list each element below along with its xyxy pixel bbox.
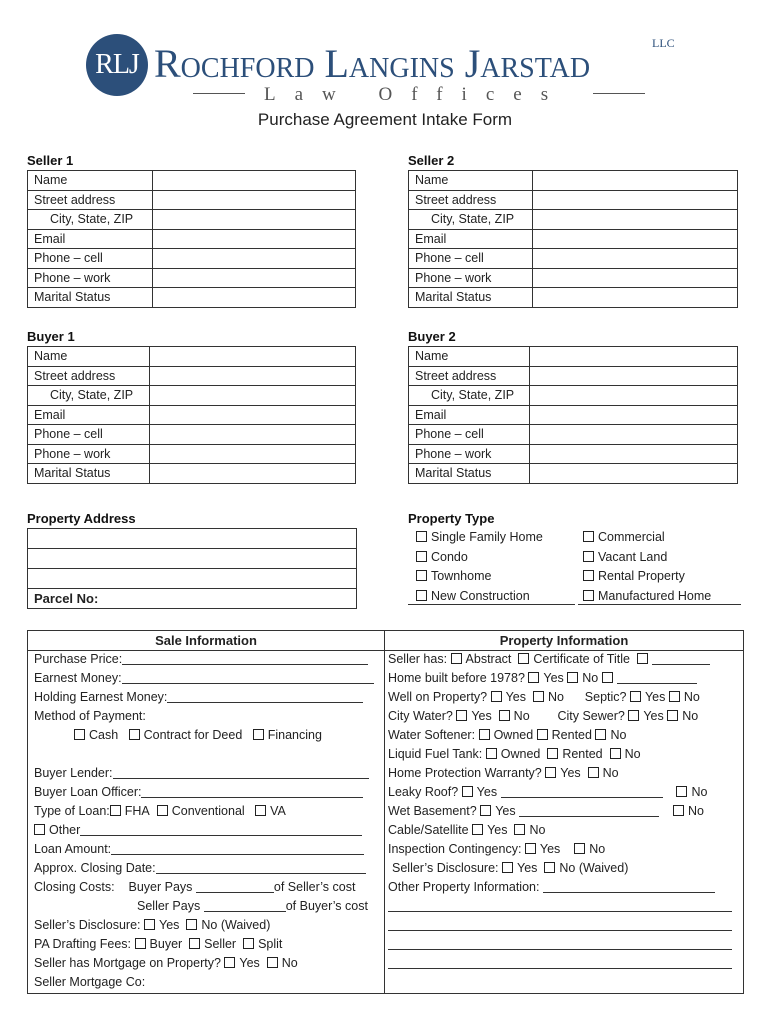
city-water-row: City Water? Yes No City Sewer? Yes No bbox=[388, 709, 699, 723]
seller1-street-input[interactable] bbox=[153, 190, 356, 210]
pt-manufactured[interactable]: Manufactured Home bbox=[583, 587, 711, 607]
septic-no-checkbox[interactable] bbox=[669, 691, 680, 702]
mortgage-no-checkbox[interactable] bbox=[267, 957, 278, 968]
buyer2-heading: Buyer 2 bbox=[408, 329, 456, 344]
seller-pays-row[interactable]: Seller Pays of Buyer’s cost bbox=[137, 899, 368, 913]
property-info-column bbox=[388, 631, 740, 973]
warranty-yes-checkbox[interactable] bbox=[545, 767, 556, 778]
sewer-yes-checkbox[interactable] bbox=[628, 710, 639, 721]
form-title: Purchase Agreement Intake Form bbox=[257, 110, 513, 129]
pt-condo[interactable]: Condo bbox=[416, 548, 543, 568]
water-yes-checkbox[interactable] bbox=[456, 710, 467, 721]
closing-date-row[interactable]: Approx. Closing Date: bbox=[34, 859, 378, 878]
pt-vacant-land[interactable]: Vacant Land bbox=[583, 548, 711, 568]
other-checkbox[interactable] bbox=[34, 824, 45, 835]
home-protection-row: Home Protection Warranty? Yes No bbox=[388, 766, 619, 780]
septic-yes-checkbox[interactable] bbox=[630, 691, 641, 702]
pt-rental[interactable]: Rental Property bbox=[583, 567, 711, 587]
built-yes-checkbox[interactable] bbox=[528, 672, 539, 683]
checkbox-icon[interactable] bbox=[416, 531, 427, 542]
checkbox-icon[interactable] bbox=[583, 551, 594, 562]
basement-yes-checkbox[interactable] bbox=[480, 805, 491, 816]
sewer-no-checkbox[interactable] bbox=[667, 710, 678, 721]
closing-costs-row[interactable]: Closing Costs: Buyer Pays of Seller’s cost bbox=[34, 880, 356, 894]
pt-townhome[interactable]: Townhome bbox=[416, 567, 543, 587]
property-address-box bbox=[27, 528, 357, 609]
inspection-yes-checkbox[interactable] bbox=[525, 843, 536, 854]
conventional-checkbox[interactable] bbox=[157, 805, 168, 816]
seller2-city-input[interactable] bbox=[533, 210, 738, 230]
property-type-right bbox=[583, 528, 711, 606]
cable-yes-checkbox[interactable] bbox=[472, 824, 483, 835]
water-no-checkbox[interactable] bbox=[499, 710, 510, 721]
well-row: Well on Property? Yes No Septic? Yes No bbox=[388, 690, 700, 704]
pt-commercial[interactable]: Commercial bbox=[583, 528, 711, 548]
seller1-heading: Seller 1 bbox=[27, 153, 74, 168]
buyer1-marital-input[interactable] bbox=[150, 464, 356, 484]
seller2-marital-input[interactable] bbox=[533, 288, 738, 308]
parcel-row[interactable] bbox=[28, 589, 356, 608]
roof-yes-checkbox[interactable] bbox=[462, 786, 473, 797]
seller2-email-input[interactable] bbox=[533, 229, 738, 249]
pt-underline-left bbox=[408, 604, 575, 605]
buyer2-marital-input[interactable] bbox=[530, 464, 738, 484]
basement-no-checkbox[interactable] bbox=[673, 805, 684, 816]
type-loan-row: Type of Loan: FHA Conventional VA bbox=[34, 804, 286, 818]
property-info-title: Property Information bbox=[499, 633, 629, 648]
seller-mortgage-co-row[interactable]: Seller Mortgage Co: bbox=[34, 975, 146, 989]
seller1-name-input[interactable] bbox=[153, 171, 356, 191]
seller1-cell-input[interactable] bbox=[153, 249, 356, 269]
buyer-lender-row[interactable]: Buyer Lender: bbox=[34, 764, 378, 783]
firm-llc: LLC bbox=[652, 36, 675, 50]
purchase-price-row[interactable]: Purchase Price: bbox=[34, 650, 378, 669]
certificate-checkbox[interactable] bbox=[518, 653, 529, 664]
other-loan-row[interactable]: Other bbox=[34, 821, 378, 840]
other-info-line-1[interactable] bbox=[388, 897, 740, 916]
sale-info-title: Sale Information bbox=[155, 633, 257, 648]
cfd-checkbox[interactable] bbox=[129, 729, 140, 740]
leaky-roof-row: Leaky Roof? Yes No bbox=[388, 785, 708, 799]
disclosure-no-checkbox[interactable] bbox=[186, 919, 197, 930]
cable-no-checkbox[interactable] bbox=[514, 824, 525, 835]
cash-checkbox[interactable] bbox=[74, 729, 85, 740]
seller1-work-input[interactable] bbox=[153, 268, 356, 288]
checkbox-icon[interactable] bbox=[583, 531, 594, 542]
buyer-loan-officer-row[interactable]: Buyer Loan Officer: bbox=[34, 783, 378, 802]
sale-info-column bbox=[34, 631, 378, 992]
seller1-email-input[interactable] bbox=[153, 229, 356, 249]
cable-row: Cable/Satellite Yes No bbox=[388, 823, 546, 837]
warranty-no-checkbox[interactable] bbox=[588, 767, 599, 778]
property-type-left bbox=[416, 528, 543, 606]
firm-name: Rochford Langins Jarstad bbox=[154, 41, 591, 86]
disclosure-yes-checkbox[interactable] bbox=[144, 919, 155, 930]
seller2-name-input[interactable] bbox=[533, 171, 738, 191]
seller1-table: Name Street address City, State, ZIP Email Phone – cell Phone – work Marital Status bbox=[27, 170, 356, 308]
seller-has-row: Seller has: Abstract Certificate of Title bbox=[388, 650, 740, 669]
water-softener-row: Water Softener: Owned Rented No bbox=[388, 728, 627, 742]
seller-mortgage-row: Seller has Mortgage on Property? Yes No bbox=[34, 956, 298, 970]
buyer1-city-input[interactable] bbox=[150, 386, 356, 406]
sale-disclosure-row: Seller’s Disclosure: Yes No (Waived) bbox=[34, 918, 271, 932]
prop-disclosure-yes-checkbox[interactable] bbox=[502, 862, 513, 873]
parcel-label: Parcel No: bbox=[34, 591, 99, 606]
financing-checkbox[interactable] bbox=[253, 729, 264, 740]
property-type-heading: Property Type bbox=[408, 511, 495, 526]
buyer2-email-input[interactable] bbox=[530, 405, 738, 425]
fees-split-checkbox[interactable] bbox=[243, 938, 254, 949]
other-info-line-3[interactable] bbox=[388, 935, 740, 954]
property-address-heading: Property Address bbox=[27, 511, 136, 526]
seller1-marital-input[interactable] bbox=[153, 288, 356, 308]
wet-basement-row: Wet Basement? Yes No bbox=[388, 804, 704, 818]
seller2-table: Name Street address City, State, ZIP Email Phone – cell Phone – work Marital Status bbox=[408, 170, 738, 308]
seller2-street-input[interactable] bbox=[533, 190, 738, 210]
abstract-checkbox[interactable] bbox=[451, 653, 462, 664]
seller2-work-input[interactable] bbox=[533, 268, 738, 288]
inspection-no-checkbox[interactable] bbox=[574, 843, 585, 854]
loan-amount-row[interactable]: Loan Amount: bbox=[34, 840, 378, 859]
buyer2-work-input[interactable] bbox=[530, 444, 738, 464]
well-no-checkbox[interactable] bbox=[533, 691, 544, 702]
fuel-owned-checkbox[interactable] bbox=[486, 748, 497, 759]
checkbox-icon[interactable] bbox=[583, 590, 594, 601]
well-yes-checkbox[interactable] bbox=[491, 691, 502, 702]
va-checkbox[interactable] bbox=[255, 805, 266, 816]
fees-buyer-checkbox[interactable] bbox=[135, 938, 146, 949]
checkbox-icon[interactable] bbox=[416, 551, 427, 562]
softener-no-checkbox[interactable] bbox=[595, 729, 606, 740]
checkbox-icon[interactable] bbox=[583, 570, 594, 581]
liquid-fuel-row: Liquid Fuel Tank: Owned Rented No bbox=[388, 747, 641, 761]
firm-logo: RLJ bbox=[86, 34, 148, 96]
other-info-line-2[interactable] bbox=[388, 916, 740, 935]
mortgage-yes-checkbox[interactable] bbox=[224, 957, 235, 968]
fha-checkbox[interactable] bbox=[110, 805, 121, 816]
address-line-2[interactable] bbox=[28, 549, 356, 569]
sale-property-box bbox=[27, 630, 744, 994]
buyer1-cell-input[interactable] bbox=[150, 425, 356, 445]
buyer1-work-input[interactable] bbox=[150, 444, 356, 464]
prop-disclosure-row: Seller’s Disclosure: Yes No (Waived) bbox=[392, 861, 629, 875]
fees-seller-checkbox[interactable] bbox=[189, 938, 200, 949]
checkbox-icon[interactable] bbox=[416, 590, 427, 601]
buyer2-cell-input[interactable] bbox=[530, 425, 738, 445]
method-payment-row: Method of Payment: bbox=[34, 709, 146, 723]
divider-left bbox=[193, 93, 245, 94]
address-line-3[interactable] bbox=[28, 569, 356, 589]
softener-owned-checkbox[interactable] bbox=[479, 729, 490, 740]
buyer2-city-input[interactable] bbox=[530, 386, 738, 406]
earnest-money-row[interactable]: Earnest Money: bbox=[34, 669, 378, 688]
other-title-checkbox[interactable] bbox=[637, 653, 648, 664]
buyer2-table: Name Street address City, State, ZIP Email Phone – cell Phone – work Marital Status bbox=[408, 346, 738, 484]
fuel-rented-checkbox[interactable] bbox=[547, 748, 558, 759]
firm-subtitle: Law Offices bbox=[264, 84, 568, 105]
built-other-checkbox[interactable] bbox=[602, 672, 613, 683]
buyer1-email-input[interactable] bbox=[150, 405, 356, 425]
home-built-row: Home built before 1978? Yes No bbox=[388, 669, 740, 688]
payment-options: Cash Contract for Deed Financing bbox=[34, 726, 378, 745]
buyer1-heading: Buyer 1 bbox=[27, 329, 75, 344]
buyer1-name-input[interactable] bbox=[150, 347, 356, 367]
roof-no-checkbox[interactable] bbox=[676, 786, 687, 797]
buyer2-street-input[interactable] bbox=[530, 366, 738, 386]
buyer2-name-input[interactable] bbox=[530, 347, 738, 367]
softener-rented-checkbox[interactable] bbox=[537, 729, 548, 740]
seller1-city-input[interactable] bbox=[153, 210, 356, 230]
column-divider bbox=[384, 631, 385, 993]
address-line-1[interactable] bbox=[28, 529, 356, 549]
pa-fees-row: PA Drafting Fees: Buyer Seller Split bbox=[34, 937, 283, 951]
buyer1-street-input[interactable] bbox=[150, 366, 356, 386]
pt-single-family[interactable]: Single Family Home bbox=[416, 528, 543, 548]
inspection-row: Inspection Contingency: Yes No bbox=[388, 842, 606, 856]
pt-new-construction[interactable]: New Construction bbox=[416, 587, 543, 607]
other-info-row[interactable]: Other Property Information: bbox=[388, 878, 740, 897]
built-no-checkbox[interactable] bbox=[567, 672, 578, 683]
fuel-no-checkbox[interactable] bbox=[610, 748, 621, 759]
checkbox-icon[interactable] bbox=[416, 570, 427, 581]
holding-earnest-row[interactable]: Holding Earnest Money: bbox=[34, 688, 378, 707]
pt-underline-right bbox=[578, 604, 741, 605]
seller2-cell-input[interactable] bbox=[533, 249, 738, 269]
seller2-heading: Seller 2 bbox=[408, 153, 455, 168]
prop-disclosure-no-checkbox[interactable] bbox=[544, 862, 555, 873]
other-info-line-4[interactable] bbox=[388, 954, 740, 973]
divider-right bbox=[593, 93, 645, 94]
buyer1-table: Name Street address City, State, ZIP Email Phone – cell Phone – work Marital Status bbox=[27, 346, 356, 484]
